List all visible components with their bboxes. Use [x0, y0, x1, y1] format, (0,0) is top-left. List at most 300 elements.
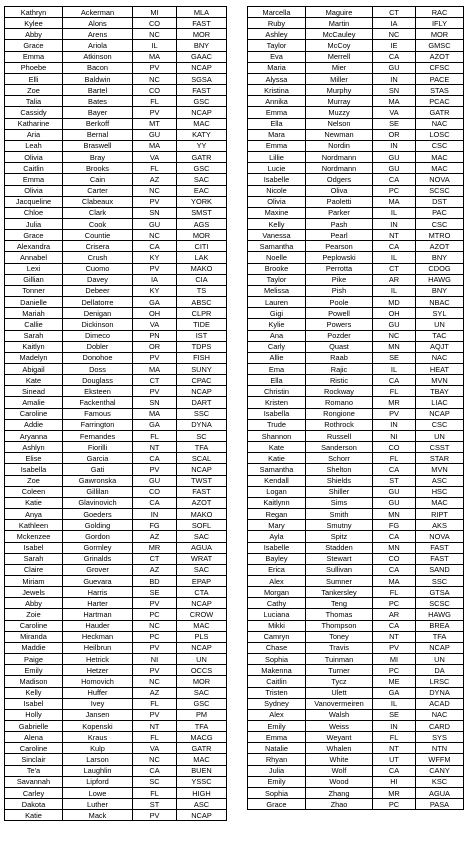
first-name-cell: Alex	[248, 575, 306, 586]
region-cell: CO	[133, 486, 177, 497]
last-name-cell: Heckman	[63, 631, 133, 642]
last-name-cell: Teng	[306, 598, 373, 609]
table-row	[248, 765, 464, 776]
last-name-cell: Grover	[63, 564, 133, 575]
club-cell: DYNA	[416, 687, 464, 698]
region-cell: MA	[373, 575, 416, 586]
table-row	[248, 29, 464, 40]
first-name-cell: Regan	[248, 509, 306, 520]
first-name-cell: Isabelle	[248, 174, 306, 185]
last-name-cell: Nelson	[306, 118, 373, 129]
club-cell: SAC	[177, 174, 227, 185]
table-row	[248, 709, 464, 720]
club-cell: BNY	[177, 40, 227, 51]
first-name-cell: Ella	[248, 375, 306, 386]
first-name-cell: Katharine	[5, 118, 63, 129]
table-row	[248, 598, 464, 609]
roster-table-right	[247, 6, 464, 810]
first-name-cell: Sarah	[5, 553, 63, 564]
last-name-cell: Brooks	[63, 163, 133, 174]
region-cell: IL	[133, 40, 177, 51]
table-row	[5, 29, 227, 40]
first-name-cell: Phoebe	[5, 62, 63, 73]
region-cell: IL	[373, 207, 416, 218]
region-cell: MN	[373, 509, 416, 520]
region-cell: FL	[133, 96, 177, 107]
first-name-cell: Ruby	[248, 18, 306, 29]
region-cell: GA	[373, 687, 416, 698]
first-name-cell: Morgan	[248, 587, 306, 598]
table-row	[248, 509, 464, 520]
region-cell: UT	[373, 754, 416, 765]
club-cell: CFSC	[416, 62, 464, 73]
club-cell: CDOG	[416, 263, 464, 274]
last-name-cell: Cain	[63, 174, 133, 185]
table-row	[5, 330, 227, 341]
table-row	[248, 7, 464, 18]
last-name-cell: Mack	[63, 810, 133, 821]
last-name-cell: Dimeco	[63, 330, 133, 341]
first-name-cell: Makenna	[248, 665, 306, 676]
table-row	[248, 386, 464, 397]
region-cell: CO	[133, 85, 177, 96]
table-row	[248, 163, 464, 174]
table-row	[248, 185, 464, 196]
first-name-cell: Chloe	[5, 207, 63, 218]
region-cell: CT	[373, 263, 416, 274]
region-cell: ME	[373, 676, 416, 687]
region-cell: GA	[133, 297, 177, 308]
table-row	[248, 73, 464, 84]
last-name-cell: Famous	[63, 408, 133, 419]
region-cell: VA	[133, 152, 177, 163]
last-name-cell: Cuomo	[63, 263, 133, 274]
last-name-cell: Donohoe	[63, 352, 133, 363]
first-name-cell: Emily	[248, 776, 306, 787]
region-cell: MI	[133, 7, 177, 18]
last-name-cell: Smith	[306, 509, 373, 520]
first-name-cell: Dakota	[5, 799, 63, 810]
first-name-cell: Kate	[5, 375, 63, 386]
first-name-cell: Sinclair	[5, 754, 63, 765]
region-cell: FL	[373, 587, 416, 598]
last-name-cell: Nordmann	[306, 152, 373, 163]
region-cell: SE	[373, 118, 416, 129]
last-name-cell: Harter	[63, 598, 133, 609]
table-row	[5, 85, 227, 96]
table-row	[248, 687, 464, 698]
region-cell: GA	[133, 419, 177, 430]
table-row	[248, 252, 464, 263]
region-cell: IL	[373, 285, 416, 296]
first-name-cell: Kylee	[5, 18, 63, 29]
first-name-cell: Talia	[5, 96, 63, 107]
table-row	[248, 743, 464, 754]
first-name-cell: Caroline	[5, 408, 63, 419]
region-cell: MN	[373, 341, 416, 352]
first-name-cell: Shannon	[248, 430, 306, 441]
first-name-cell: Alyssa	[248, 73, 306, 84]
region-cell: CA	[133, 765, 177, 776]
roster-table-left	[4, 6, 227, 821]
club-cell: CITI	[177, 241, 227, 252]
last-name-cell: Murray	[306, 96, 373, 107]
table-row	[5, 129, 227, 140]
first-name-cell: Gigi	[248, 308, 306, 319]
region-cell: PV	[133, 107, 177, 118]
club-cell: AQJT	[416, 341, 464, 352]
region-cell: CT	[133, 375, 177, 386]
region-cell: OR	[133, 341, 177, 352]
club-cell: GATR	[177, 152, 227, 163]
table-row	[5, 397, 227, 408]
table-row	[5, 687, 227, 698]
table-row	[5, 73, 227, 84]
club-cell: NAC	[416, 352, 464, 363]
club-cell: NOVA	[416, 531, 464, 542]
first-name-cell: Julia	[248, 765, 306, 776]
last-name-cell: Douglass	[63, 375, 133, 386]
last-name-cell: Luther	[63, 799, 133, 810]
first-name-cell: Abby	[5, 29, 63, 40]
first-name-cell: Samantha	[248, 241, 306, 252]
first-name-cell: Ayla	[248, 531, 306, 542]
last-name-cell: Weyant	[306, 732, 373, 743]
last-name-cell: Denigan	[63, 308, 133, 319]
last-name-cell: Miller	[306, 73, 373, 84]
club-cell: LOSC	[416, 129, 464, 140]
club-cell: CSC	[416, 218, 464, 229]
first-name-cell: Paige	[5, 654, 63, 665]
region-cell: MA	[373, 96, 416, 107]
table-row	[248, 297, 464, 308]
last-name-cell: Tuinman	[306, 654, 373, 665]
table-row	[5, 553, 227, 564]
table-row	[5, 408, 227, 419]
last-name-cell: Powers	[306, 319, 373, 330]
club-cell: NCAP	[177, 62, 227, 73]
table-row	[5, 810, 227, 821]
first-name-cell: Kelly	[5, 687, 63, 698]
club-cell: NCAP	[416, 408, 464, 419]
first-name-cell: Kristen	[248, 397, 306, 408]
region-cell: PC	[373, 598, 416, 609]
region-cell: CT	[373, 7, 416, 18]
table-row	[5, 631, 227, 642]
first-name-cell: Sydney	[248, 698, 306, 709]
table-row	[5, 799, 227, 810]
club-cell: CARD	[416, 721, 464, 732]
first-name-cell: Sophia	[248, 787, 306, 798]
club-cell: MAC	[416, 152, 464, 163]
club-cell: STAR	[416, 453, 464, 464]
last-name-cell: Gillilan	[63, 486, 133, 497]
first-name-cell: Isabella	[5, 464, 63, 475]
club-cell: CTA	[177, 587, 227, 598]
last-name-cell: Murphy	[306, 85, 373, 96]
last-name-cell: Kraus	[63, 732, 133, 743]
region-cell: ST	[133, 799, 177, 810]
last-name-cell: Farrington	[63, 419, 133, 430]
first-name-cell: Eva	[248, 51, 306, 62]
last-name-cell: Smutny	[306, 520, 373, 531]
region-cell: NI	[373, 430, 416, 441]
table-row	[5, 587, 227, 598]
first-name-cell: Kathleen	[5, 520, 63, 531]
club-cell: NTN	[416, 743, 464, 754]
first-name-cell: Annika	[248, 96, 306, 107]
first-name-cell: Madelyn	[5, 352, 63, 363]
region-cell: SE	[373, 709, 416, 720]
first-name-cell: Addie	[5, 419, 63, 430]
club-cell: MLA	[177, 7, 227, 18]
region-cell: GU	[373, 497, 416, 508]
club-cell: SAC	[177, 531, 227, 542]
first-name-cell: Maxine	[248, 207, 306, 218]
first-name-cell: Brooke	[248, 263, 306, 274]
region-cell: FL	[373, 386, 416, 397]
region-cell: GU	[373, 62, 416, 73]
club-cell: PAC	[416, 207, 464, 218]
last-name-cell: Travis	[306, 642, 373, 653]
table-row	[5, 218, 227, 229]
club-cell: WRAT	[177, 553, 227, 564]
region-cell: OH	[133, 308, 177, 319]
club-cell: SC	[177, 430, 227, 441]
region-cell: VA	[373, 107, 416, 118]
table-row	[5, 364, 227, 375]
first-name-cell: Rhyan	[248, 754, 306, 765]
region-cell: PC	[373, 799, 416, 810]
last-name-cell: Peplowski	[306, 252, 373, 263]
last-name-cell: Fernandes	[63, 430, 133, 441]
club-cell: MOR	[177, 676, 227, 687]
first-name-cell: Kaitlynn	[248, 497, 306, 508]
club-cell: MAC	[177, 620, 227, 631]
region-cell: CA	[373, 620, 416, 631]
region-cell: IA	[133, 274, 177, 285]
first-name-cell: Alena	[5, 732, 63, 743]
last-name-cell: Hetrick	[63, 654, 133, 665]
last-name-cell: Jansen	[63, 709, 133, 720]
region-cell: NT	[133, 442, 177, 453]
club-cell: ABSC	[177, 297, 227, 308]
table-row	[5, 230, 227, 241]
first-name-cell: Lauren	[248, 297, 306, 308]
table-row	[248, 698, 464, 709]
last-name-cell: Bacon	[63, 62, 133, 73]
table-row	[5, 776, 227, 787]
table-row	[248, 274, 464, 285]
region-cell: VA	[133, 319, 177, 330]
table-row	[248, 118, 464, 129]
region-cell: CA	[373, 51, 416, 62]
region-cell: ST	[373, 475, 416, 486]
last-name-cell: Baldwin	[63, 73, 133, 84]
last-name-cell: Ristic	[306, 375, 373, 386]
first-name-cell: Tristen	[248, 687, 306, 698]
table-row	[5, 564, 227, 575]
table-row	[5, 297, 227, 308]
region-cell: MA	[373, 196, 416, 207]
table-row	[5, 7, 227, 18]
region-cell: MI	[373, 654, 416, 665]
table-row	[5, 430, 227, 441]
first-name-cell: Jacqueline	[5, 196, 63, 207]
region-cell: IL	[373, 364, 416, 375]
last-name-cell: Davey	[63, 274, 133, 285]
last-name-cell: Huffer	[63, 687, 133, 698]
region-cell: SN	[133, 397, 177, 408]
club-cell: CSST	[416, 442, 464, 453]
region-cell: CA	[373, 174, 416, 185]
table-row	[5, 140, 227, 151]
club-cell: MOR	[416, 29, 464, 40]
region-cell: NC	[133, 754, 177, 765]
table-row	[5, 531, 227, 542]
table-row	[248, 475, 464, 486]
table-row	[5, 118, 227, 129]
last-name-cell: Stewart	[306, 553, 373, 564]
club-cell: MOR	[177, 230, 227, 241]
last-name-cell: Spitz	[306, 531, 373, 542]
club-cell: AZOT	[416, 241, 464, 252]
region-cell: CA	[373, 464, 416, 475]
region-cell: PV	[133, 263, 177, 274]
club-cell: GATR	[177, 743, 227, 754]
first-name-cell: Luciana	[248, 609, 306, 620]
club-cell: YORK	[177, 196, 227, 207]
last-name-cell: McCoy	[306, 40, 373, 51]
table-row	[248, 263, 464, 274]
table-row	[5, 765, 227, 776]
region-cell: CA	[133, 241, 177, 252]
table-row	[5, 665, 227, 676]
club-cell: LIAC	[416, 397, 464, 408]
table-row	[5, 575, 227, 586]
region-cell: IN	[373, 419, 416, 430]
region-cell: OR	[373, 129, 416, 140]
last-name-cell: Bates	[63, 96, 133, 107]
table-row	[248, 40, 464, 51]
last-name-cell: Nordmann	[306, 163, 373, 174]
last-name-cell: Hetzer	[63, 665, 133, 676]
last-name-cell: Toney	[306, 631, 373, 642]
region-cell: CA	[373, 241, 416, 252]
first-name-cell: Anya	[5, 509, 63, 520]
last-name-cell: Gormley	[63, 542, 133, 553]
last-name-cell: Wolf	[306, 765, 373, 776]
last-name-cell: Gati	[63, 464, 133, 475]
first-name-cell: Noelle	[248, 252, 306, 263]
last-name-cell: Vanovermeiren	[306, 698, 373, 709]
region-cell: MD	[373, 297, 416, 308]
table-row	[5, 732, 227, 743]
first-name-cell: Caitlin	[5, 163, 63, 174]
roster-body-left	[5, 7, 227, 821]
region-cell: NC	[133, 73, 177, 84]
club-cell: SYS	[416, 732, 464, 743]
first-name-cell: Holly	[5, 709, 63, 720]
club-cell: GSC	[177, 698, 227, 709]
club-cell: TDPS	[177, 341, 227, 352]
club-cell: KSC	[416, 776, 464, 787]
region-cell: SN	[373, 85, 416, 96]
club-cell: NCAP	[177, 464, 227, 475]
table-row	[5, 174, 227, 185]
first-name-cell: Vanessa	[248, 230, 306, 241]
table-row	[5, 375, 227, 386]
first-name-cell: Ella	[248, 118, 306, 129]
first-name-cell: Coleen	[5, 486, 63, 497]
club-cell: SUNY	[177, 364, 227, 375]
last-name-cell: Clabeaux	[63, 196, 133, 207]
table-row	[5, 163, 227, 174]
club-cell: YY	[177, 140, 227, 151]
club-cell: NCAP	[177, 386, 227, 397]
last-name-cell: Grinalds	[63, 553, 133, 564]
region-cell: CO	[373, 553, 416, 564]
table-row	[248, 464, 464, 475]
last-name-cell: Ulett	[306, 687, 373, 698]
first-name-cell: Tonner	[5, 285, 63, 296]
club-cell: GSC	[177, 96, 227, 107]
last-name-cell: Powell	[306, 308, 373, 319]
region-cell: FL	[133, 163, 177, 174]
region-cell: CA	[373, 531, 416, 542]
club-cell: GTSA	[416, 587, 464, 598]
club-cell: FAST	[177, 18, 227, 29]
club-cell: DA	[416, 665, 464, 676]
last-name-cell: Laughlin	[63, 765, 133, 776]
first-name-cell: Claire	[5, 564, 63, 575]
first-name-cell: Natalie	[248, 743, 306, 754]
first-name-cell: Katie	[5, 810, 63, 821]
last-name-cell: Pozder	[306, 330, 373, 341]
last-name-cell: Clark	[63, 207, 133, 218]
last-name-cell: Bartel	[63, 85, 133, 96]
last-name-cell: Goeders	[63, 509, 133, 520]
first-name-cell: Mckenzee	[5, 531, 63, 542]
region-cell: SC	[133, 776, 177, 787]
table-row	[248, 620, 464, 631]
first-name-cell: Kate	[248, 442, 306, 453]
club-cell: WFFM	[416, 754, 464, 765]
table-row	[5, 442, 227, 453]
table-row	[5, 352, 227, 363]
table-row	[248, 207, 464, 218]
club-cell: MVN	[416, 464, 464, 475]
club-cell: CSC	[416, 140, 464, 151]
region-cell: CT	[133, 553, 177, 564]
club-cell: GAAC	[177, 51, 227, 62]
region-cell: PV	[373, 408, 416, 419]
last-name-cell: Glavinovich	[63, 497, 133, 508]
club-cell: CSC	[416, 419, 464, 430]
last-name-cell: Braswell	[63, 140, 133, 151]
club-cell: LRSC	[416, 676, 464, 687]
last-name-cell: Thompson	[306, 620, 373, 631]
first-name-cell: Camryn	[248, 631, 306, 642]
region-cell: PV	[133, 196, 177, 207]
last-name-cell: Bray	[63, 152, 133, 163]
first-name-cell: Emma	[248, 732, 306, 743]
first-name-cell: Emily	[248, 721, 306, 732]
first-name-cell: Isabelle	[248, 542, 306, 553]
table-row	[5, 520, 227, 531]
club-cell: NAC	[416, 709, 464, 720]
region-cell: NT	[373, 230, 416, 241]
